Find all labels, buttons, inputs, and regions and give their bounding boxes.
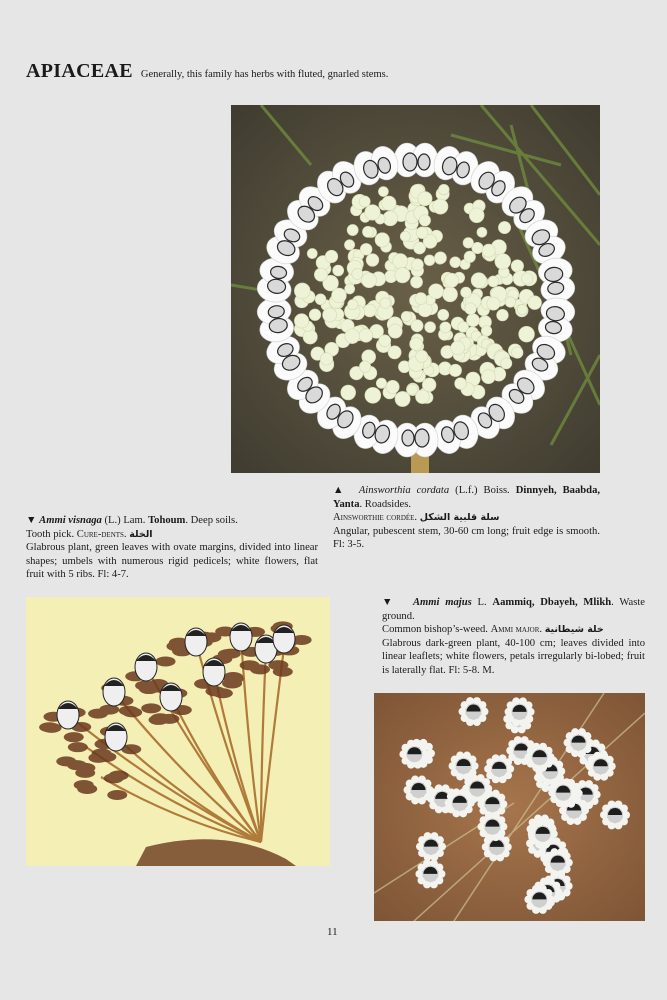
umbel	[77, 784, 97, 794]
floret	[362, 226, 373, 237]
umbel	[150, 713, 170, 723]
floret	[303, 330, 317, 344]
floret	[411, 259, 423, 271]
face-icon	[185, 628, 207, 656]
floret	[481, 370, 495, 384]
umbellet	[399, 740, 429, 769]
habitat: Deep soils.	[190, 515, 238, 526]
ainsworthia-illustration	[231, 105, 600, 473]
petal	[394, 423, 438, 457]
arabic-name: الخلة	[129, 528, 153, 540]
floret	[345, 284, 355, 294]
photo-ainsworthia-cordata	[231, 105, 600, 473]
floret	[401, 311, 411, 321]
species-description: Glabrous plant, green leaves with ovate margins, divided into linear shapes; umbels with numerous rigid pedicels; white flowers, flat fruit with 5 ribs. Fl: 4-7.	[26, 542, 318, 581]
umbel	[240, 660, 260, 670]
face-icon	[415, 429, 429, 447]
umbellet	[505, 697, 535, 726]
entry-ammi-visnaga: ▼ Ammi visnaga (L.) Lam. Tohoum. Deep soils. Tooth pick. Cure-dents. الخلة Glabrous plant, green leaves with ovate margins, divided into linear shapes; umbels with numerous rigid pedicels; white flowers, flat fruit with 5 ribs. Fl: 4-7.	[26, 515, 318, 581]
umbellet	[586, 752, 616, 781]
umbel	[88, 753, 108, 763]
floret	[517, 305, 527, 315]
floret	[497, 309, 509, 321]
floret	[424, 255, 435, 266]
floret	[388, 324, 402, 338]
floret	[438, 309, 449, 320]
floret	[359, 361, 370, 372]
floret	[352, 268, 363, 279]
floret	[528, 296, 542, 310]
umbellet	[416, 832, 446, 861]
floret	[382, 196, 396, 210]
floret	[362, 273, 377, 288]
floret	[461, 287, 472, 298]
floret	[416, 227, 428, 239]
common-name: Common bishop’s-weed.	[382, 624, 488, 636]
floret	[386, 380, 399, 393]
floret	[407, 384, 418, 395]
floret	[415, 390, 429, 404]
umbel	[109, 771, 129, 781]
floret	[434, 252, 446, 264]
floret	[498, 221, 510, 233]
visnaga-illustration	[26, 597, 330, 866]
floret	[501, 358, 512, 369]
floret	[451, 341, 465, 355]
floret	[466, 314, 479, 327]
triangle-down-icon: ▼	[26, 515, 37, 526]
floret	[320, 353, 333, 366]
floret	[314, 268, 327, 281]
floret	[294, 283, 310, 299]
floret	[411, 320, 423, 332]
habitat: Waste ground.	[382, 597, 645, 622]
floret	[347, 224, 358, 235]
umbel	[218, 649, 238, 659]
floret	[429, 284, 444, 299]
floret	[365, 205, 380, 220]
floret	[375, 233, 389, 247]
floret	[363, 304, 376, 317]
face-icon	[230, 623, 252, 651]
floret	[388, 346, 401, 359]
floret	[488, 276, 499, 287]
localities: Tohoum	[148, 515, 186, 526]
floret	[487, 297, 500, 310]
face-icon	[203, 658, 225, 686]
floret	[463, 238, 474, 249]
species-name: Ammi majus	[412, 597, 472, 608]
floret	[505, 297, 516, 308]
floret	[521, 273, 532, 284]
page-header	[26, 60, 388, 83]
floret	[416, 350, 428, 362]
floret	[376, 378, 386, 388]
umbellet	[477, 812, 507, 841]
floret	[359, 329, 373, 343]
umbel	[119, 706, 139, 716]
family-name: APIACEAE	[26, 60, 133, 82]
umbel	[156, 656, 176, 666]
floret	[443, 287, 458, 302]
floret	[348, 299, 358, 309]
floret	[395, 268, 410, 283]
floret	[481, 325, 492, 336]
localities: Dinnyeh, Baabda, Yanta	[333, 485, 601, 510]
face-icon	[402, 430, 414, 446]
french-name: Ainsworthie cordée.	[333, 512, 418, 524]
floret	[422, 378, 436, 392]
floret	[418, 192, 432, 206]
floret	[307, 248, 317, 258]
page-number: 11	[327, 926, 338, 938]
entry-ammi-majus: ▼ Ammi majus L. Aammiq, Dbayeh, Mlikh. Waste ground. Common bishop’s-weed. Ammi major. خلة شيطانية Glabrous dark-green plant, 40-100 cm; leaves divided into linear leaflets; white flowers, petals irregularly bi-lobed; fruit is laterally flat. Fl: 5-8. M.	[382, 597, 645, 676]
floret	[477, 227, 487, 237]
floret	[512, 347, 523, 358]
umbellet	[564, 728, 594, 757]
floret	[325, 250, 338, 263]
umbellet	[415, 859, 445, 888]
floret	[294, 314, 308, 328]
face-icon	[273, 625, 295, 653]
authority: (L.) Lam.	[104, 515, 146, 526]
floret	[379, 335, 391, 347]
floret	[393, 254, 408, 269]
localities: Aammiq, Dbayeh, Mlikh	[492, 597, 612, 608]
french-name: Ammi major.	[490, 624, 543, 636]
floret	[425, 322, 436, 333]
umbellet	[600, 800, 630, 829]
common-name: Tooth pick.	[26, 528, 75, 540]
floret	[438, 184, 449, 195]
umbel	[166, 641, 186, 651]
floret	[415, 293, 427, 305]
triangle-up-icon: ▲	[333, 485, 347, 496]
umbel	[273, 667, 293, 677]
face-icon	[403, 153, 417, 171]
species-description: Angular, pubescent stem, 30-60 cm long; fruit edge is smooth. Fl: 3-5.	[333, 525, 600, 551]
petal	[394, 143, 438, 177]
floret	[433, 199, 448, 214]
umbellet	[528, 819, 558, 848]
triangle-down-icon: ▼	[382, 597, 396, 608]
majus-illustration	[374, 693, 645, 921]
face-icon	[103, 678, 125, 706]
authority: L.	[477, 597, 487, 608]
species-description: Glabrous dark-green plant, 40-100 cm; leaves divided into linear leaflets; white flowers, petals irregularly bi-lobed; fruit is laterally flat. Fl: 5-8. M.	[382, 637, 645, 676]
floret	[410, 338, 423, 351]
arabic-name: خلة شيطانية	[544, 624, 604, 636]
umbellet	[459, 697, 489, 726]
floret	[400, 231, 410, 241]
umbellet	[524, 885, 554, 914]
floret	[444, 273, 458, 287]
face-icon	[160, 683, 182, 711]
face-icon	[135, 653, 157, 681]
species-name: Ammi visnaga	[39, 515, 102, 526]
face-icon	[418, 154, 430, 170]
habitat: Roadsides.	[364, 498, 411, 510]
umbel	[64, 732, 84, 742]
floret	[495, 253, 511, 269]
entry-ainsworthia-cordata: ▲ Ainsworthia cordata (L.f.) Boiss. Dinnyeh, Baabda, Yanta. Roadsides. Ainsworthie cordée. سلة قلبية الشكل Angular, pubescent stem, 30-60 cm long; fruit edge is smooth. Fl: 3-5.	[333, 485, 601, 551]
floret	[411, 276, 423, 288]
umbellet	[462, 774, 492, 803]
floret	[469, 208, 484, 223]
face-icon	[57, 701, 79, 729]
floret	[449, 364, 461, 376]
floret	[440, 322, 451, 333]
floret	[345, 329, 360, 344]
umbel	[107, 790, 127, 800]
french-name: Cure-dents.	[76, 528, 127, 540]
floret	[366, 254, 379, 267]
umbellet	[404, 776, 434, 805]
floret	[344, 240, 354, 250]
photo-ammi-visnaga	[26, 597, 330, 866]
floret	[455, 378, 467, 390]
umbel	[222, 678, 242, 688]
floret	[464, 251, 475, 262]
floret	[332, 288, 347, 303]
floret	[450, 257, 461, 268]
floret	[315, 294, 326, 305]
floret	[419, 215, 430, 226]
umbellet	[543, 848, 573, 877]
floret	[309, 309, 321, 321]
authority: (L.f.) Boiss.	[455, 485, 510, 496]
floret	[341, 385, 356, 400]
floret	[360, 243, 372, 255]
floret	[465, 303, 477, 315]
arabic-name: سلة قلبية الشكل	[419, 512, 500, 524]
floret	[323, 308, 337, 322]
floret	[519, 326, 535, 342]
umbel	[39, 722, 59, 732]
floret	[380, 298, 391, 309]
floret	[378, 187, 388, 197]
umbel	[68, 742, 88, 752]
floret	[365, 387, 381, 403]
umbel	[141, 703, 161, 713]
floret	[333, 265, 344, 276]
umbel	[75, 763, 95, 773]
umbellet	[525, 743, 555, 772]
family-description: Generally, this family has herbs with fluted, gnarled stems.	[140, 69, 389, 80]
umbellet	[548, 778, 578, 807]
floret	[471, 273, 486, 288]
species-name: Ainsworthia cordata	[358, 485, 450, 496]
floret	[482, 244, 495, 257]
face-icon	[105, 723, 127, 751]
photo-ammi-majus	[374, 693, 645, 921]
